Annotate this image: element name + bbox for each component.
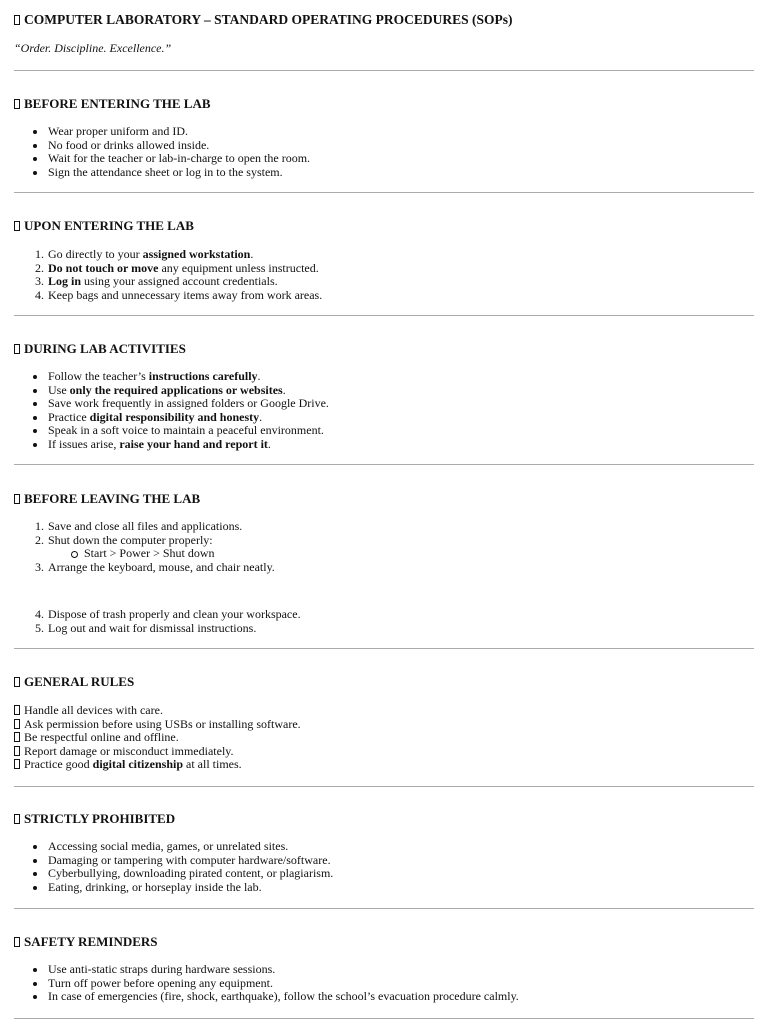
- before-entering-list: [14, 125, 310, 179]
- missing-glyph-icon: [14, 732, 20, 742]
- list-item: Save work frequently in assigned folders or Google Drive.: [14, 397, 329, 411]
- list-item: Wear proper uniform and ID.: [14, 125, 310, 139]
- list-item: If issues arise, raise your hand and report it.: [14, 438, 329, 452]
- before-leaving-list-continued: [14, 608, 301, 635]
- divider: [14, 648, 754, 649]
- missing-glyph-icon: [14, 99, 20, 109]
- list-item: Be respectful online and offline.: [14, 731, 301, 745]
- list-item: Use anti-static straps during hardware sessions.: [14, 963, 519, 977]
- list-item: Wait for the teacher or lab-in-charge to open the room.: [14, 152, 310, 166]
- divider: [14, 908, 754, 909]
- general-rules-list: [14, 704, 301, 772]
- section-heading-during: DURING LAB ACTIVITIES: [14, 342, 186, 356]
- missing-glyph-icon: [14, 937, 20, 947]
- list-item: 5. Log out and wait for dismissal instructions.: [35, 620, 257, 635]
- missing-glyph-icon: [14, 15, 20, 25]
- list-item: 1. Go directly to your assigned workstation.: [35, 247, 254, 261]
- sub-list-item: Start > Power > Shut down: [14, 547, 275, 561]
- list-item: Cyberbullying, downloading pirated content, or plagiarism.: [14, 867, 333, 881]
- list-item: 3. Log in using your assigned account credentials.: [35, 274, 278, 288]
- missing-glyph-icon: [14, 759, 20, 769]
- divider: [14, 464, 754, 465]
- hollow-bullet-icon: [71, 551, 78, 558]
- list-item: Report damage or misconduct immediately.: [14, 745, 301, 759]
- list-item: 2. Do not touch or move any equipment unless instructed.: [35, 260, 319, 275]
- list-item: Follow the teacher’s instructions carefully.: [14, 370, 329, 384]
- list-item: 3. Arrange the keyboard, mouse, and chair neatly.: [35, 559, 275, 574]
- list-item: Turn off power before opening any equipment.: [14, 977, 519, 991]
- section-heading-general-rules: GENERAL RULES: [14, 675, 134, 689]
- divider: [14, 70, 754, 71]
- list-item: Ask permission before using USBs or installing software.: [14, 718, 301, 732]
- divider: [14, 315, 754, 316]
- missing-glyph-icon: [14, 719, 20, 729]
- missing-glyph-icon: [14, 221, 20, 231]
- divider: [14, 786, 754, 787]
- list-item: 4. Dispose of trash properly and clean your workspace.: [35, 607, 301, 621]
- list-item: Sign the attendance sheet or log in to the system.: [14, 166, 310, 180]
- upon-entering-list: [14, 248, 322, 302]
- page-title: COMPUTER LABORATORY – STANDARD OPERATING PROCEDURES (SOPs): [14, 13, 513, 27]
- before-leaving-list: [14, 520, 275, 574]
- prohibited-list: [14, 840, 333, 894]
- list-item: No food or drinks allowed inside.: [14, 139, 310, 153]
- section-heading-before-leaving: BEFORE LEAVING THE LAB: [14, 492, 200, 506]
- section-heading-before-entering: BEFORE ENTERING THE LAB: [14, 97, 211, 111]
- list-item: Practice good digital citizenship at all times.: [14, 758, 301, 772]
- list-item: In case of emergencies (fire, shock, earthquake), follow the school’s evacuation procedure calmly.: [14, 990, 519, 1004]
- missing-glyph-icon: [14, 344, 20, 354]
- list-item: Handle all devices with care.: [14, 704, 301, 718]
- missing-glyph-icon: [14, 746, 20, 756]
- list-item: Accessing social media, games, or unrelated sites.: [14, 840, 333, 854]
- missing-glyph-icon: [14, 814, 20, 824]
- list-item: 4. Keep bags and unnecessary items away from work areas.: [35, 287, 323, 302]
- safety-list: [14, 963, 519, 1004]
- list-item: 2. Shut down the computer properly:: [35, 532, 213, 547]
- missing-glyph-icon: [14, 705, 20, 715]
- missing-glyph-icon: [14, 677, 20, 687]
- motto: “Order. Discipline. Excellence.”: [14, 41, 172, 55]
- section-heading-safety: SAFETY REMINDERS: [14, 935, 158, 949]
- list-item: Eating, drinking, or horseplay inside the lab.: [14, 881, 333, 895]
- section-heading-upon-entering: UPON ENTERING THE LAB: [14, 219, 194, 233]
- section-heading-prohibited: STRICTLY PROHIBITED: [14, 812, 175, 826]
- divider: [14, 192, 754, 193]
- list-item: Practice digital responsibility and honesty.: [14, 411, 329, 425]
- missing-glyph-icon: [14, 494, 20, 504]
- list-item: Damaging or tampering with computer hardware/software.: [14, 854, 333, 868]
- during-list: [14, 370, 329, 451]
- list-item: 1. Save and close all files and applications.: [35, 519, 243, 533]
- list-item: Use only the required applications or websites.: [14, 384, 329, 398]
- divider: [14, 1018, 754, 1019]
- list-item: Speak in a soft voice to maintain a peaceful environment.: [14, 424, 329, 438]
